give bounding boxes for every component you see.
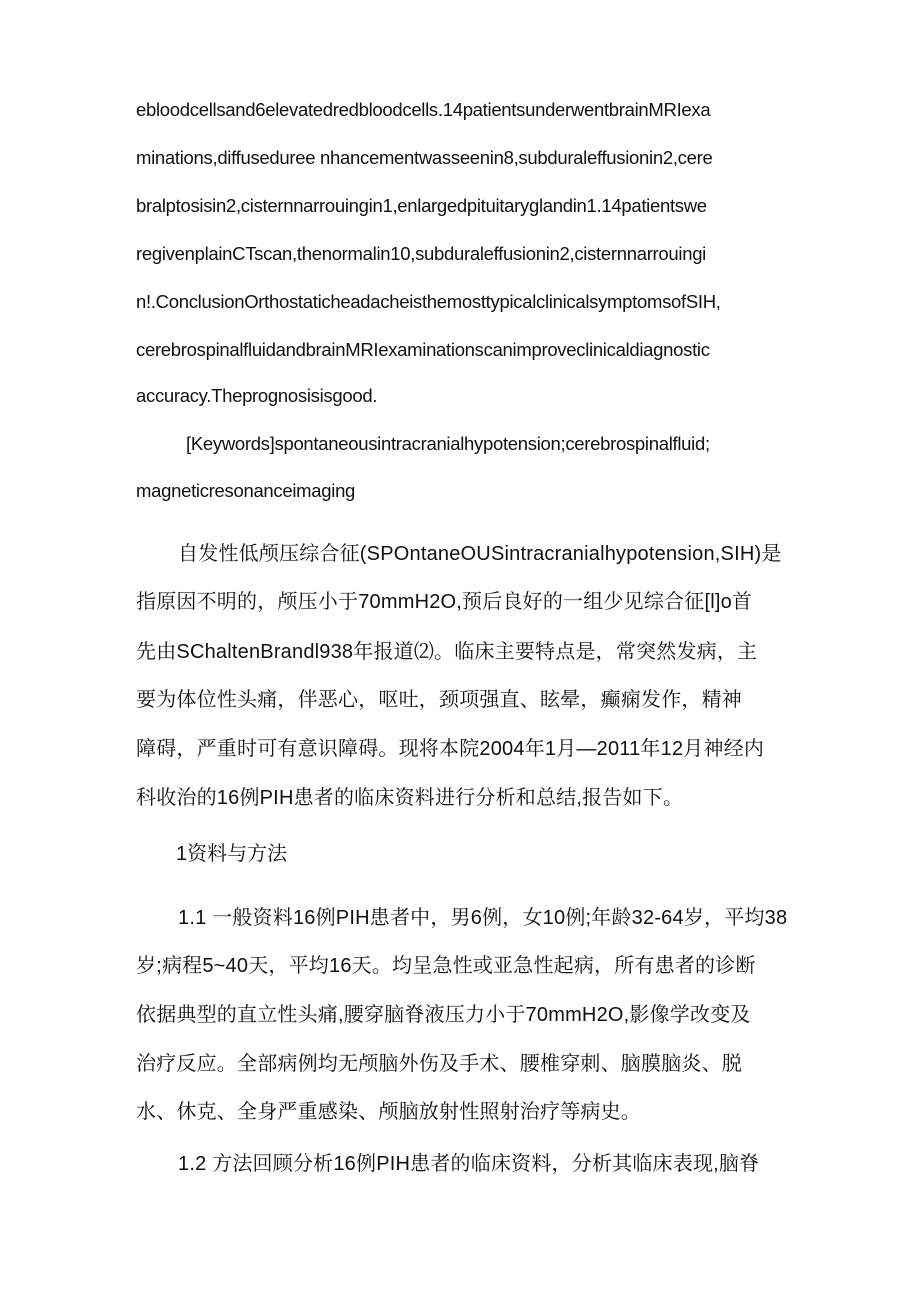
section-1-1-line: 水、休克、全身严重感染、颅脑放射性照射治疗等病史。 xyxy=(136,1101,641,1123)
intro-line: 科收治的16例PIH患者的临床资料进行分析和总结,报告如下。 xyxy=(136,787,684,809)
section-1-1-line: 岁;病程5~40天，平均16天。均呈急性或亚急性起病，所有患者的诊断 xyxy=(136,955,756,977)
intro-line: 自发性低颅压综合征(SPOntaneOUSintracranialhypotension,SIH)是 xyxy=(178,543,782,565)
keywords-line: magneticresonanceimaging xyxy=(136,480,356,501)
keywords-line: [Keywords]spontaneousintracranialhypotension;cerebrospinalfluid; xyxy=(186,433,710,454)
section-1-2-line: 1.2 方法回顾分析16例PIH患者的临床资料，分析其临床表现,脑脊 xyxy=(178,1153,760,1175)
intro-line: 指原因不明的，颅压小于70mmH2O,预后良好的一组少见综合征[l]o首 xyxy=(136,591,753,613)
abstract-line: ebloodcellsand6elevatedredbloodcells.14patientsunderwentbrainMRIexa xyxy=(136,99,711,120)
intro-line: 要为体位性头痛，伴恶心，呕吐，颈项强直、眩晕，癫痫发作，精神 xyxy=(136,689,742,711)
abstract-line: cerebrospinalfluidandbrainMRIexaminationscanimproveclinicaldiagnostic xyxy=(136,339,710,360)
abstract-line: accuracy.Theprognosisisgood. xyxy=(136,385,378,406)
section-1-1-line: 治疗反应。全部病例均无颅脑外伤及手术、腰椎穿刺、脑膜脑炎、脱 xyxy=(136,1053,742,1075)
abstract-line: regivenplainCTscan,thenormalin10,subduraleffusionin2,cisternnarrouingi xyxy=(136,243,706,264)
section-1-1-line: 依据典型的直立性头痛,腰穿脑脊液压力小于70mmH2O,影像学改变及 xyxy=(136,1004,751,1026)
abstract-line: minations,diffuseduree nhancementwasseenin8,subduraleffusionin2,cere xyxy=(136,147,713,168)
intro-line: 先由SChaltenBrandl938年报道⑵。临床主要特点是，常突然发病，主 xyxy=(136,641,758,663)
abstract-line: bralptosisin2,cisternnarrouingin1,enlargedpituitaryglandin1.14patientswe xyxy=(136,195,707,216)
intro-line: 障碍，严重时可有意识障碍。现将本院2004年1月—2011年12月神经内 xyxy=(136,738,765,760)
abstract-line: n!.ConclusionOrthostaticheadacheisthemosttypicalclinicalsymptomsofSIH, xyxy=(136,291,721,312)
section-1-1-line: 1.1 一般资料16例PIH患者中，男6例，女10例;年龄32-64岁，平均38 xyxy=(178,907,788,929)
section-heading: 1资料与方法 xyxy=(176,843,288,865)
